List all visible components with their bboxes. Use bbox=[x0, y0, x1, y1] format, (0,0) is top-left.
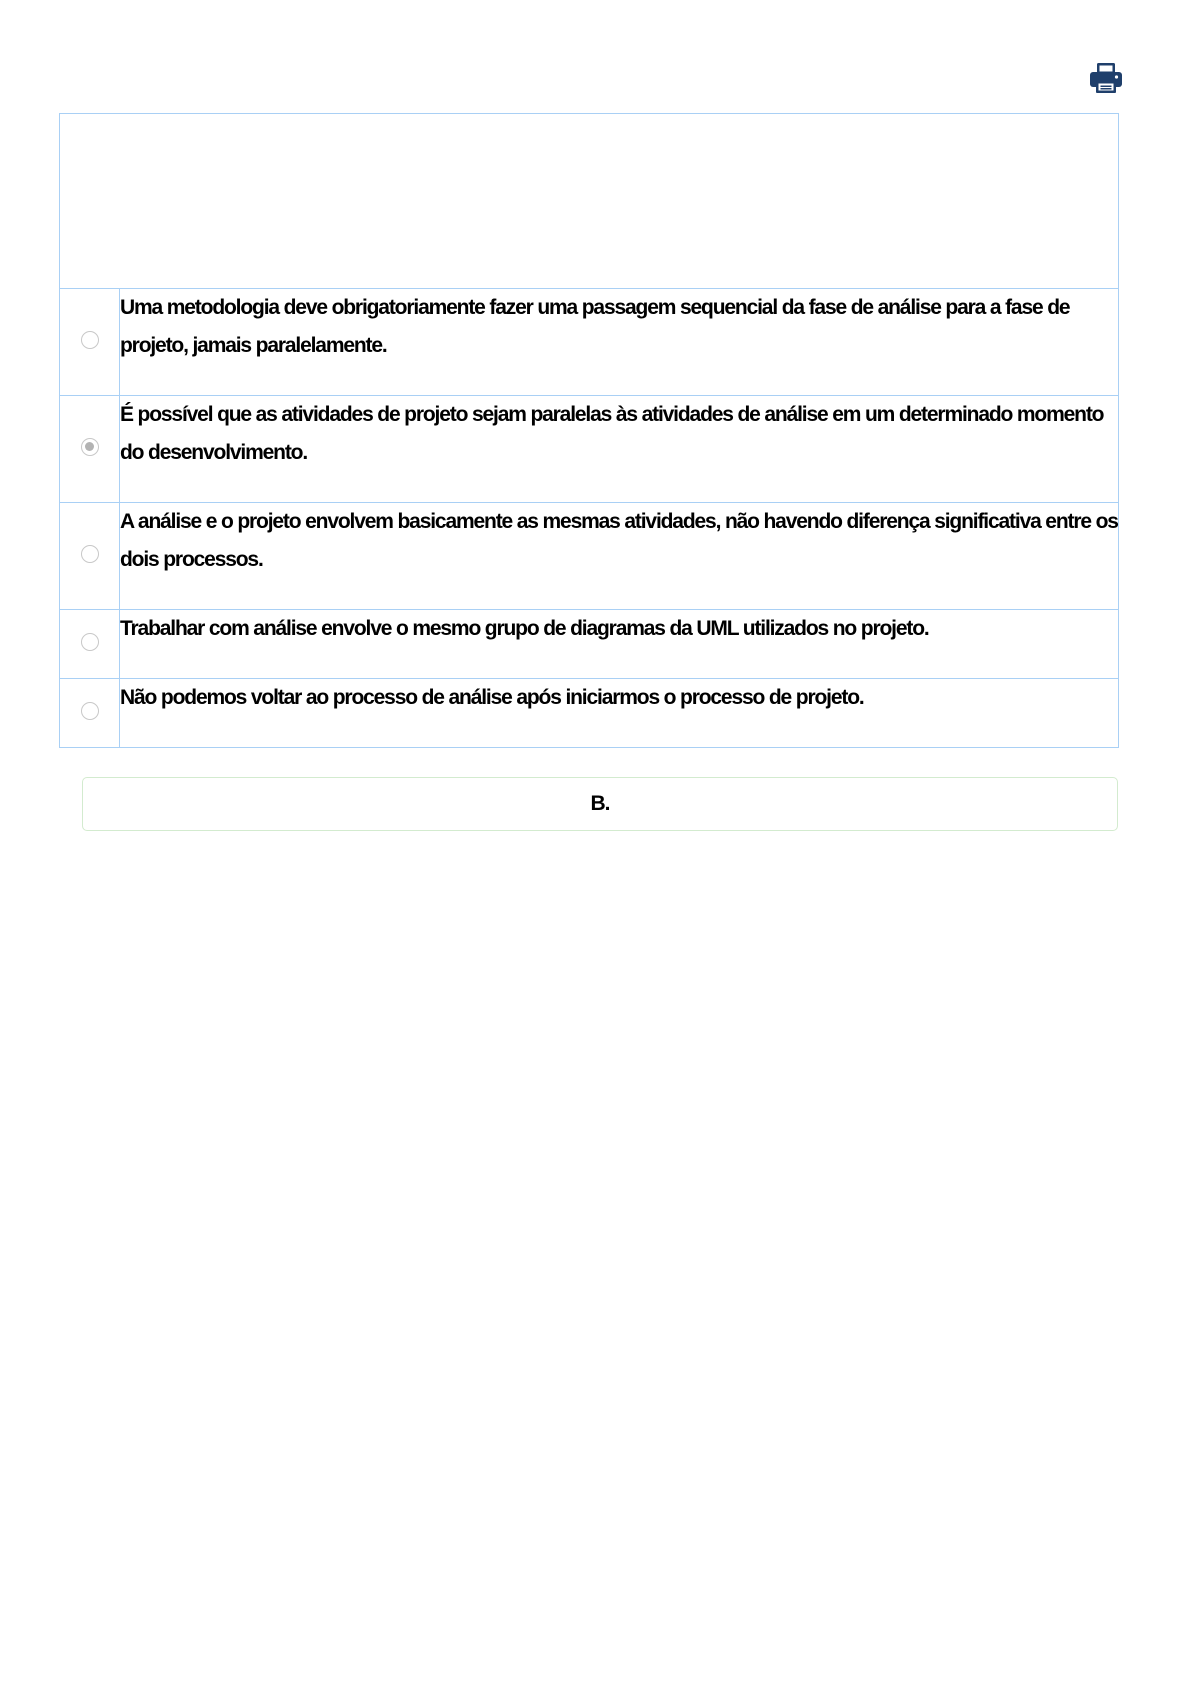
option-row-c[interactable] bbox=[60, 503, 1119, 610]
option-row-d[interactable] bbox=[60, 610, 1119, 679]
option-d-text: Trabalhar com análise envolve o mesmo grupo de diagramas da UML utilizados no projeto. bbox=[120, 610, 1119, 679]
option-e-radio[interactable] bbox=[81, 702, 99, 720]
option-a-text: Uma metodologia deve obrigatoriamente fazer uma passagem sequencial da fase de análise para a fase de projeto, jamais paralelamente. bbox=[120, 289, 1119, 396]
print-button[interactable] bbox=[1088, 60, 1124, 96]
question-statement-row bbox=[60, 114, 1119, 289]
option-row-a[interactable] bbox=[60, 289, 1119, 396]
option-b-radio[interactable] bbox=[81, 438, 99, 456]
option-row-e[interactable] bbox=[60, 679, 1119, 748]
option-c-text: A análise e o projeto envolvem basicamente as mesmas atividades, não havendo diferença significativa entre os dois processos. bbox=[120, 503, 1119, 610]
question-table bbox=[59, 113, 1119, 748]
option-d-radio[interactable] bbox=[81, 633, 99, 651]
option-e-text: Não podemos voltar ao processo de análise após iniciarmos o processo de projeto. bbox=[120, 679, 1119, 748]
option-a-radio[interactable] bbox=[81, 331, 99, 349]
question-statement bbox=[60, 114, 1119, 289]
answer-feedback-box: B. bbox=[82, 777, 1118, 831]
option-c-radio[interactable] bbox=[81, 545, 99, 563]
option-b-text: É possível que as atividades de projeto sejam paralelas às atividades de análise em um determinado momento do desenvolvimento. bbox=[120, 396, 1119, 503]
option-row-b[interactable] bbox=[60, 396, 1119, 503]
printer-icon bbox=[1088, 60, 1124, 96]
